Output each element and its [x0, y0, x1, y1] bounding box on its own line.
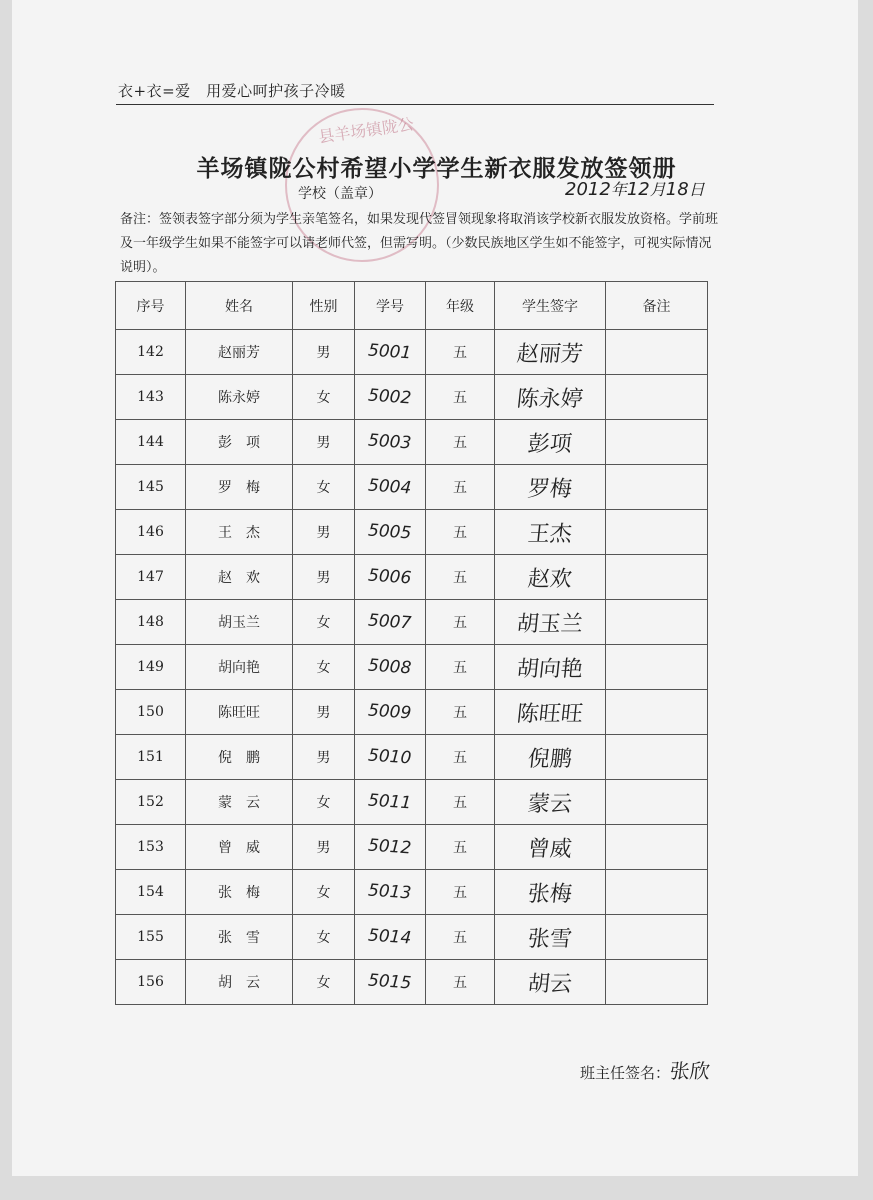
cell-signature-text: 赵丽芳 — [515, 341, 585, 367]
cell-no: 156 — [116, 960, 186, 1005]
cell-signature — [495, 645, 606, 690]
cell-grade: 五 — [426, 915, 495, 960]
cell-student-id-text: 5014 — [367, 925, 413, 949]
cell-remark — [606, 555, 708, 600]
cell-grade: 五 — [426, 735, 495, 780]
cell-student-id — [355, 825, 426, 870]
cell-grade: 五 — [426, 420, 495, 465]
cell-name: 倪 鹏 — [186, 735, 293, 780]
cell-signature — [495, 960, 606, 1005]
header-gender: 性别 — [293, 282, 355, 330]
cell-student-id — [355, 600, 426, 645]
cell-student-id-text: 5009 — [367, 700, 413, 724]
table-row — [116, 825, 708, 870]
cell-signature — [495, 915, 606, 960]
cell-name: 赵 欢 — [186, 555, 293, 600]
cell-no: 153 — [116, 825, 186, 870]
date-day-suffix: 日 — [688, 180, 705, 199]
cell-no: 151 — [116, 735, 186, 780]
cell-remark — [606, 375, 708, 420]
cell-remark — [606, 825, 708, 870]
cell-signature — [495, 780, 606, 825]
cell-name: 张 梅 — [186, 870, 293, 915]
cell-student-id — [355, 330, 426, 375]
cell-name: 陈旺旺 — [186, 690, 293, 735]
cell-signature — [495, 510, 606, 555]
cell-remark — [606, 465, 708, 510]
cell-signature-text: 胡云 — [526, 971, 574, 997]
cell-grade: 五 — [426, 645, 495, 690]
teacher-signature: 张欣 — [668, 1059, 712, 1083]
cell-grade: 五 — [426, 690, 495, 735]
cell-name: 罗 梅 — [186, 465, 293, 510]
cell-gender: 男 — [293, 420, 355, 465]
date-month: 12 — [626, 179, 650, 200]
cell-grade: 五 — [426, 465, 495, 510]
cell-signature-text: 曾威 — [526, 836, 574, 862]
cell-signature-text: 赵欢 — [526, 566, 574, 592]
cell-name: 赵丽芳 — [186, 330, 293, 375]
cell-signature-text: 陈旺旺 — [515, 701, 585, 727]
cell-no: 148 — [116, 600, 186, 645]
cell-name: 胡向艳 — [186, 645, 293, 690]
header-grade: 年级 — [426, 282, 495, 330]
cell-grade: 五 — [426, 600, 495, 645]
seal-text: 县羊场镇陇公 — [317, 114, 416, 147]
cell-gender: 女 — [293, 600, 355, 645]
cell-signature-text: 张雪 — [526, 926, 574, 952]
cell-signature-text: 张梅 — [526, 881, 574, 907]
slogan: 衣+衣=爱 用爱心呵护孩子冷暖 — [118, 82, 346, 100]
table-row — [116, 915, 708, 960]
cell-gender: 男 — [293, 510, 355, 555]
table-row — [116, 420, 708, 465]
cell-name: 胡 云 — [186, 960, 293, 1005]
table-row — [116, 555, 708, 600]
cell-signature — [495, 870, 606, 915]
cell-signature — [495, 555, 606, 600]
cell-no: 149 — [116, 645, 186, 690]
teacher-signature-area — [580, 1055, 710, 1084]
cell-student-id-text: 5010 — [367, 745, 413, 769]
cell-student-id-text: 5003 — [367, 430, 413, 454]
date-year-suffix: 年 — [610, 180, 627, 199]
table-row — [116, 645, 708, 690]
cell-gender: 男 — [293, 735, 355, 780]
header-student-id: 学号 — [355, 282, 426, 330]
cell-student-id — [355, 645, 426, 690]
cell-student-id-text: 5005 — [367, 520, 413, 544]
cell-remark — [606, 645, 708, 690]
cell-remark — [606, 330, 708, 375]
cell-student-id — [355, 915, 426, 960]
cell-signature-text: 彭项 — [526, 431, 574, 457]
cell-signature — [495, 690, 606, 735]
cell-no: 152 — [116, 780, 186, 825]
cell-student-id-text: 5006 — [367, 565, 413, 589]
cell-gender: 女 — [293, 375, 355, 420]
cell-no: 145 — [116, 465, 186, 510]
cell-student-id-text: 5012 — [367, 835, 413, 859]
cell-name: 曾 威 — [186, 825, 293, 870]
cell-gender: 女 — [293, 465, 355, 510]
cell-grade: 五 — [426, 870, 495, 915]
cell-student-id — [355, 780, 426, 825]
cell-grade: 五 — [426, 825, 495, 870]
cell-signature-text: 倪鹏 — [526, 746, 574, 772]
cell-gender: 女 — [293, 915, 355, 960]
cell-gender: 男 — [293, 330, 355, 375]
table-row — [116, 465, 708, 510]
cell-remark — [606, 690, 708, 735]
cell-remark — [606, 420, 708, 465]
cell-name: 王 杰 — [186, 510, 293, 555]
cell-no: 146 — [116, 510, 186, 555]
cell-gender: 男 — [293, 825, 355, 870]
header-no: 序号 — [116, 282, 186, 330]
cell-gender: 女 — [293, 870, 355, 915]
cell-name: 陈永婷 — [186, 375, 293, 420]
date-day: 18 — [665, 179, 689, 200]
cell-student-id — [355, 420, 426, 465]
table-row — [116, 735, 708, 780]
cell-signature — [495, 735, 606, 780]
table-row — [116, 870, 708, 915]
cell-remark — [606, 870, 708, 915]
cell-grade: 五 — [426, 555, 495, 600]
cell-no: 144 — [116, 420, 186, 465]
cell-remark — [606, 735, 708, 780]
cell-student-id — [355, 555, 426, 600]
table-row — [116, 330, 708, 375]
cell-student-id-text: 5008 — [367, 655, 413, 679]
table-row — [116, 780, 708, 825]
cell-remark — [606, 600, 708, 645]
cell-student-id-text: 5004 — [367, 475, 413, 499]
school-stamp-label: 学校（盖章） — [298, 186, 382, 202]
cell-name: 张 雪 — [186, 915, 293, 960]
cell-remark — [606, 960, 708, 1005]
cell-student-id — [355, 690, 426, 735]
teacher-signature-label: 班主任签名： — [580, 1064, 671, 1082]
cell-signature-text: 胡玉兰 — [515, 611, 585, 637]
cell-gender: 女 — [293, 780, 355, 825]
cell-signature-text: 胡向艳 — [515, 656, 585, 682]
cell-remark — [606, 510, 708, 555]
cell-signature-text: 陈永婷 — [515, 386, 585, 412]
cell-student-id-text: 5002 — [367, 385, 413, 409]
cell-gender: 女 — [293, 960, 355, 1005]
cell-signature-text: 罗梅 — [526, 476, 574, 502]
cell-signature-text: 王杰 — [526, 521, 574, 547]
cell-signature — [495, 465, 606, 510]
cell-signature — [495, 330, 606, 375]
table-row — [116, 510, 708, 555]
table-row — [116, 600, 708, 645]
cell-student-id-text: 5007 — [367, 610, 413, 634]
header-remark: 备注 — [606, 282, 708, 330]
table-row — [116, 690, 708, 735]
cell-student-id-text: 5013 — [367, 880, 413, 904]
cell-grade: 五 — [426, 960, 495, 1005]
cell-remark — [606, 915, 708, 960]
cell-no: 142 — [116, 330, 186, 375]
cell-grade: 五 — [426, 510, 495, 555]
date-year: 2012 — [565, 179, 611, 200]
cell-grade: 五 — [426, 330, 495, 375]
cell-remark — [606, 780, 708, 825]
cell-name: 蒙 云 — [186, 780, 293, 825]
cell-grade: 五 — [426, 375, 495, 420]
cell-no: 147 — [116, 555, 186, 600]
header-signature: 学生签字 — [495, 282, 606, 330]
header-name: 姓名 — [186, 282, 293, 330]
cell-signature — [495, 375, 606, 420]
table-row — [116, 960, 708, 1005]
cell-student-id-text: 5001 — [367, 340, 413, 364]
cell-student-id — [355, 960, 426, 1005]
remarks-note: 备注：签领表签字部分须为学生亲笔签名，如果发现代签冒领现象将取消该学校新衣服发放资格。学前班及一年级学生如果不能签字可以请老师代签，但需写明。（少数民族地区学生如不能签字，可视实际情况说明）。 — [120, 212, 719, 275]
date — [565, 177, 705, 200]
cell-no: 143 — [116, 375, 186, 420]
cell-gender: 女 — [293, 645, 355, 690]
cell-name: 胡玉兰 — [186, 600, 293, 645]
sign-off-table — [115, 281, 708, 1005]
cell-student-id — [355, 510, 426, 555]
cell-no: 154 — [116, 870, 186, 915]
cell-signature — [495, 825, 606, 870]
cell-signature — [495, 420, 606, 465]
cell-student-id — [355, 465, 426, 510]
table-header-row — [116, 282, 708, 330]
page-title: 羊场镇陇公村希望小学学生新衣服发放签领册 — [196, 155, 677, 182]
cell-student-id-text: 5015 — [367, 970, 413, 994]
cell-name: 彭 项 — [186, 420, 293, 465]
date-month-suffix: 月 — [649, 180, 666, 199]
cell-student-id-text: 5011 — [367, 790, 413, 814]
cell-signature-text: 蒙云 — [526, 791, 574, 817]
cell-grade: 五 — [426, 780, 495, 825]
cell-student-id — [355, 870, 426, 915]
cell-no: 155 — [116, 915, 186, 960]
header-rule — [116, 104, 714, 105]
cell-gender: 男 — [293, 690, 355, 735]
table-row — [116, 375, 708, 420]
cell-no: 150 — [116, 690, 186, 735]
cell-student-id — [355, 375, 426, 420]
cell-student-id — [355, 735, 426, 780]
cell-signature — [495, 600, 606, 645]
cell-gender: 男 — [293, 555, 355, 600]
